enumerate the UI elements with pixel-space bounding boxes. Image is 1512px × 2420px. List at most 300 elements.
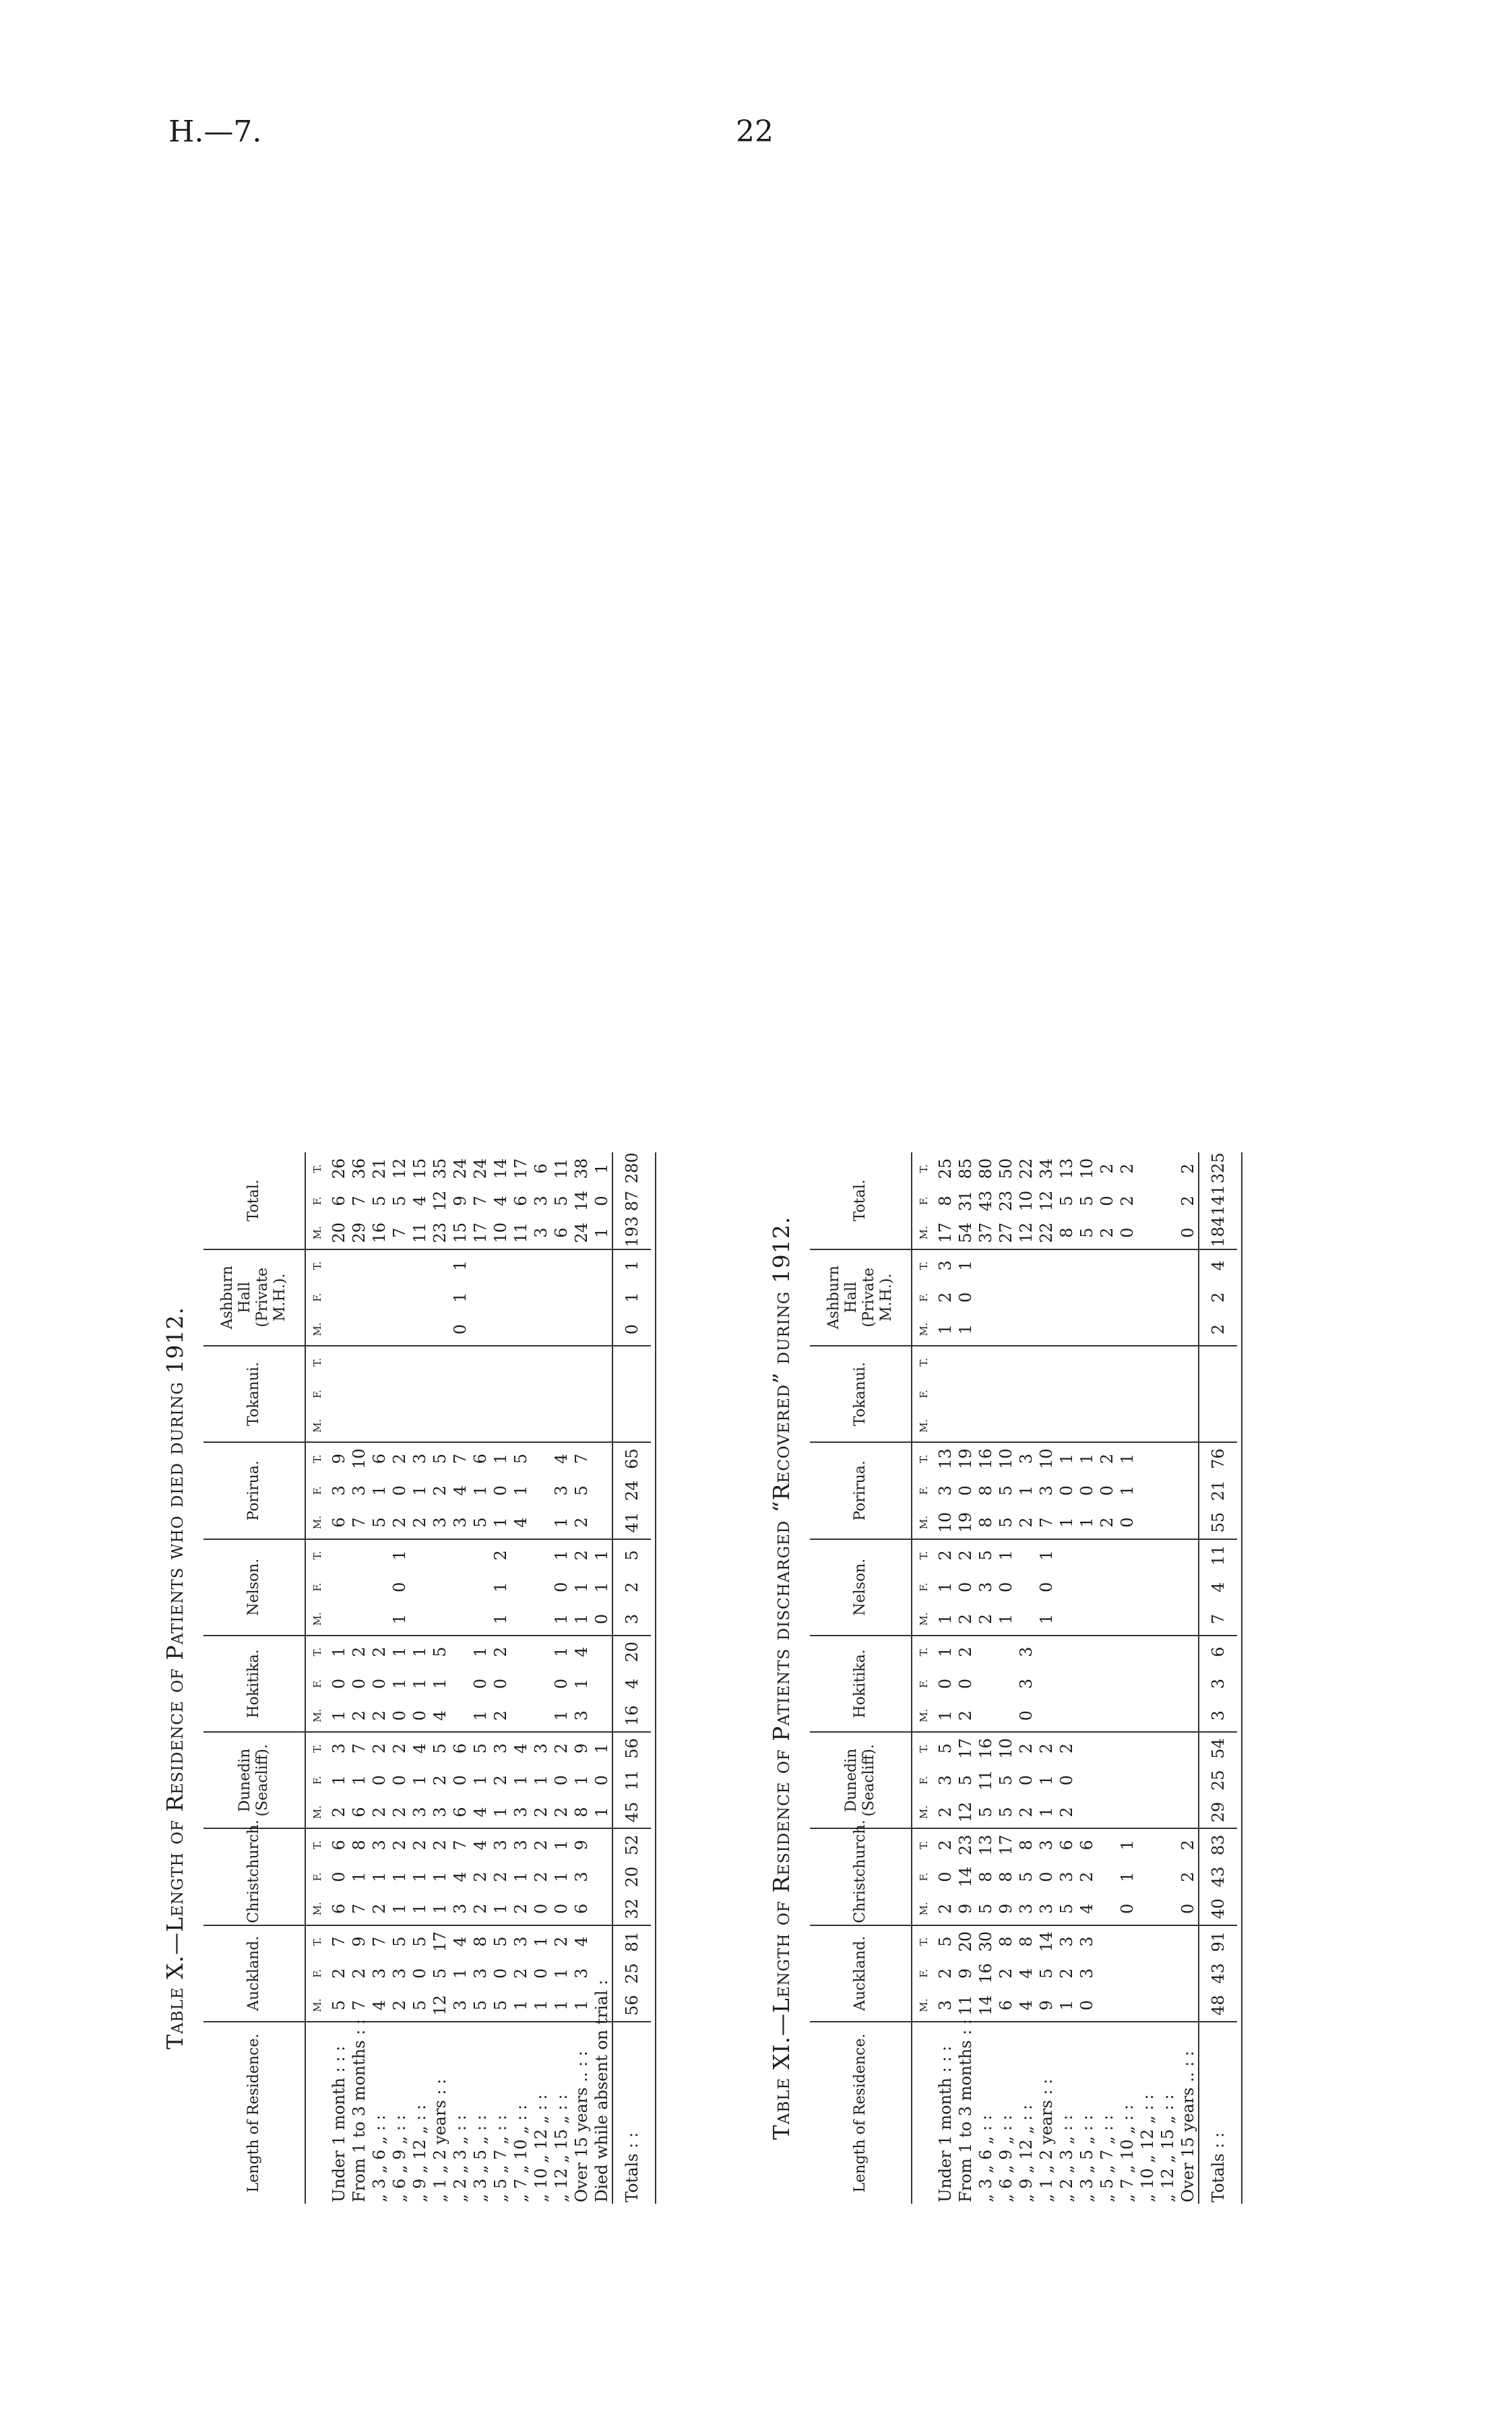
table-row bbox=[955, 1152, 976, 2204]
value-cell: 14 bbox=[572, 1190, 591, 1212]
value-cell: 17 bbox=[511, 1158, 530, 1179]
value-cell: 5 bbox=[997, 1775, 1015, 1786]
value-cell: 3 bbox=[976, 1582, 995, 1592]
row-label-text: „ 12 „ 15 „ bbox=[552, 2115, 571, 2202]
value-cell: 1 bbox=[1077, 1453, 1096, 1464]
value-cell: 2 bbox=[1098, 1453, 1116, 1464]
value-cell bbox=[996, 1346, 1016, 1378]
value-cell bbox=[1117, 1281, 1137, 1313]
value-cell bbox=[1097, 1925, 1117, 1958]
value-cell: 1 bbox=[471, 1485, 490, 1496]
value-cell bbox=[450, 1410, 470, 1442]
value-cell: 2 bbox=[936, 1968, 955, 1979]
value-cell: 2 bbox=[370, 1646, 389, 1657]
value-cell: 4 bbox=[511, 1743, 530, 1754]
mft-label: M. bbox=[305, 1313, 329, 1346]
value-cell bbox=[450, 1539, 470, 1572]
value-cell bbox=[1137, 1732, 1158, 1764]
mft-label: F. bbox=[918, 1776, 930, 1785]
value-cell: 3 bbox=[491, 1743, 510, 1754]
value-cell bbox=[996, 1668, 1016, 1700]
value-cell bbox=[511, 1700, 531, 1732]
value-cell: 25 bbox=[936, 1158, 955, 1179]
value-cell: 6 bbox=[329, 1507, 349, 1539]
value-cell: 3 bbox=[450, 1989, 470, 2022]
value-cell bbox=[369, 1313, 389, 1346]
value-cell bbox=[369, 1571, 389, 1603]
value-cell: 7 bbox=[572, 1453, 591, 1464]
value-cell: 1 bbox=[552, 1968, 571, 1979]
value-cell: 0 bbox=[350, 1678, 369, 1689]
value-cell bbox=[976, 1281, 996, 1313]
value-cell: 2 bbox=[1178, 1840, 1197, 1851]
value-cell: 6 bbox=[1057, 1840, 1076, 1851]
value-cell: 17 bbox=[956, 1738, 975, 1759]
value-cell: 1 bbox=[410, 1646, 429, 1657]
value-cell: 2 bbox=[1178, 1871, 1197, 1882]
value-cell: 2 bbox=[1017, 1743, 1036, 1754]
column-header-institution: Christchurch. bbox=[203, 1828, 305, 1925]
value-cell: 1 bbox=[1118, 1485, 1137, 1496]
value-cell bbox=[1016, 1378, 1036, 1410]
value-cell: 1 bbox=[390, 1550, 409, 1561]
value-cell bbox=[1057, 1249, 1077, 1282]
value-cell bbox=[1097, 1668, 1117, 1700]
value-cell: 15 bbox=[410, 1158, 429, 1179]
value-cell bbox=[1117, 1410, 1137, 1442]
column-header-institution: Total. bbox=[203, 1152, 305, 1249]
value-cell bbox=[1178, 1313, 1199, 1346]
value-cell: 2 bbox=[956, 1550, 975, 1561]
value-cell: 0 bbox=[451, 1775, 470, 1786]
row-label-text: From 1 to 3 months bbox=[350, 2040, 369, 2202]
value-cell: 1 bbox=[552, 1871, 571, 1882]
page-code: H.—7. bbox=[168, 115, 262, 149]
table-row bbox=[369, 1152, 389, 2204]
row-label-text: „ 2 „ 3 „ bbox=[1057, 2136, 1076, 2202]
value-cell bbox=[1057, 1571, 1077, 1603]
table-row bbox=[1016, 1152, 1036, 2204]
value-cell bbox=[1117, 1668, 1137, 1700]
table-row bbox=[511, 1152, 531, 2204]
value-cell: 1 bbox=[1017, 1485, 1036, 1496]
mft-label: F. bbox=[311, 1872, 323, 1882]
value-cell: 22 bbox=[1036, 1217, 1057, 1249]
value-cell: 76 bbox=[1199, 1442, 1237, 1475]
value-cell: 5 bbox=[431, 1453, 449, 1464]
row-label bbox=[612, 2022, 651, 2204]
value-cell bbox=[1137, 1249, 1158, 1282]
value-cell bbox=[551, 1410, 571, 1442]
value-cell bbox=[1057, 1539, 1077, 1572]
value-cell bbox=[329, 1410, 349, 1442]
value-cell bbox=[1097, 1700, 1117, 1732]
value-cell bbox=[612, 1378, 651, 1410]
row-label-text: „ 3 „ 5 „ bbox=[1077, 2136, 1096, 2202]
value-cell: 5 bbox=[996, 1797, 1016, 1829]
mft-label: T. bbox=[311, 1647, 323, 1656]
value-cell bbox=[511, 1668, 531, 1700]
value-cell: 0 bbox=[1037, 1871, 1056, 1882]
value-cell: 6 bbox=[996, 1989, 1016, 2022]
value-cell bbox=[410, 1571, 430, 1603]
value-cell: 0 bbox=[450, 1313, 470, 1346]
value-cell: 1 bbox=[592, 1797, 612, 1829]
value-cell bbox=[571, 1410, 592, 1442]
value-cell bbox=[1137, 1507, 1158, 1539]
value-cell: 5 bbox=[976, 1550, 995, 1561]
value-cell: 5 bbox=[410, 1989, 430, 2022]
row-label bbox=[1057, 2022, 1077, 2204]
value-cell bbox=[1097, 1410, 1117, 1442]
value-cell bbox=[1097, 1957, 1117, 1989]
value-cell bbox=[1036, 1636, 1057, 1668]
value-cell bbox=[1137, 1893, 1158, 1925]
table-row bbox=[976, 1152, 996, 2204]
value-cell bbox=[349, 1281, 369, 1313]
value-cell bbox=[1137, 1442, 1158, 1475]
column-header-institution: Nelson. bbox=[810, 1539, 912, 1636]
value-cell bbox=[976, 1378, 996, 1410]
row-label bbox=[349, 2019, 369, 2204]
value-cell bbox=[1137, 1764, 1158, 1797]
row-label bbox=[571, 2022, 592, 2204]
row-label-text: Under 1 month bbox=[329, 2077, 348, 2202]
table-row bbox=[571, 1152, 592, 2204]
value-cell: 0 bbox=[1117, 1893, 1137, 1925]
value-cell bbox=[531, 1313, 551, 1346]
value-cell: 6 bbox=[329, 1196, 348, 1206]
row-label bbox=[1097, 2022, 1117, 2204]
value-cell: 19 bbox=[956, 1448, 975, 1469]
value-cell bbox=[1137, 1281, 1158, 1313]
table-row bbox=[491, 1152, 511, 2204]
value-cell: 1 bbox=[996, 1603, 1016, 1636]
value-cell: 15 bbox=[450, 1217, 470, 1249]
value-cell: 2 bbox=[935, 1893, 955, 1925]
value-cell: 1 bbox=[592, 1550, 611, 1561]
row-label-text: „ 10 „ 12 „ bbox=[532, 2115, 550, 2202]
value-cell bbox=[1097, 1861, 1117, 1893]
value-cell bbox=[349, 1313, 369, 1346]
row-label-text: „ 6 „ 9 „ bbox=[997, 2136, 1015, 2202]
value-cell bbox=[450, 1668, 470, 1700]
value-cell: 11 bbox=[511, 1217, 531, 1249]
table-bottom-cell bbox=[1237, 1152, 1242, 2204]
mft-label: F. bbox=[311, 1390, 323, 1398]
value-cell: 17 bbox=[935, 1217, 955, 1249]
value-cell bbox=[592, 1668, 612, 1700]
value-cell: 20 bbox=[612, 1636, 651, 1668]
value-cell: 6 bbox=[450, 1797, 470, 1829]
row-label-dots: : : bbox=[532, 2094, 550, 2116]
value-cell: 1 bbox=[470, 1700, 491, 1732]
value-cell bbox=[470, 1539, 491, 1572]
value-cell bbox=[1016, 1249, 1036, 1282]
value-cell bbox=[592, 1346, 612, 1378]
value-cell bbox=[1178, 1346, 1199, 1378]
row-label-dots: : : : bbox=[329, 2045, 348, 2078]
value-cell: 5 bbox=[370, 1196, 389, 1206]
value-cell: 12 bbox=[431, 1190, 449, 1212]
mft-label: F. bbox=[918, 1679, 930, 1688]
value-cell bbox=[329, 1603, 349, 1636]
value-cell: 5 bbox=[369, 1507, 389, 1539]
value-cell bbox=[1016, 1603, 1036, 1636]
mft-label: T. bbox=[311, 1744, 323, 1753]
value-cell: 1 bbox=[592, 1217, 612, 1249]
value-cell: 2 bbox=[329, 1797, 349, 1829]
value-cell bbox=[1077, 1249, 1097, 1282]
value-cell: 0 bbox=[1178, 1217, 1199, 1249]
row-label bbox=[389, 2022, 410, 2204]
row-label-text: „ 6 „ 9 „ bbox=[390, 2136, 409, 2202]
value-cell bbox=[410, 1378, 430, 1410]
value-cell bbox=[531, 1571, 551, 1603]
value-cell: 1 bbox=[431, 1871, 449, 1882]
row-label bbox=[1158, 2022, 1178, 2204]
value-cell bbox=[349, 1539, 369, 1572]
mft-label: M. bbox=[305, 1797, 329, 1829]
value-cell: 1 bbox=[551, 1603, 571, 1636]
row-label-dots: : : bbox=[552, 2094, 571, 2116]
value-cell: 0 bbox=[1057, 1775, 1076, 1786]
value-cell bbox=[1036, 1346, 1057, 1378]
value-cell: 8 bbox=[976, 1507, 996, 1539]
value-cell: 2 bbox=[955, 1603, 976, 1636]
value-cell: 81 bbox=[612, 1925, 651, 1958]
value-cell: 5 bbox=[471, 1743, 490, 1754]
value-cell: 0 bbox=[329, 1871, 348, 1882]
value-cell bbox=[511, 1346, 531, 1378]
value-cell: 4 bbox=[491, 1196, 510, 1206]
value-cell: 20 bbox=[329, 1217, 349, 1249]
value-cell bbox=[329, 1378, 349, 1410]
value-cell: 2 bbox=[936, 1840, 955, 1851]
value-cell bbox=[1158, 1893, 1178, 1925]
value-cell: 3 bbox=[450, 1507, 470, 1539]
value-cell: 0 bbox=[1077, 1989, 1097, 2022]
value-cell: 0 bbox=[956, 1485, 975, 1496]
value-cell bbox=[551, 1378, 571, 1410]
value-cell: 0 bbox=[552, 1582, 571, 1592]
value-cell: 6 bbox=[329, 1840, 348, 1851]
value-cell: 23 bbox=[997, 1190, 1015, 1212]
value-cell bbox=[1158, 1217, 1178, 1249]
row-label-text: „ 5 „ 7 „ bbox=[1098, 2136, 1116, 2202]
value-cell bbox=[1077, 1281, 1097, 1313]
value-cell bbox=[551, 1281, 571, 1313]
value-cell: 0 bbox=[532, 1968, 550, 1979]
value-cell bbox=[1137, 1152, 1158, 1185]
value-cell: 1 bbox=[511, 1989, 531, 2022]
value-cell: 1 bbox=[329, 1775, 348, 1786]
value-cell bbox=[1158, 1957, 1178, 1989]
value-cell: 1 bbox=[491, 1582, 510, 1592]
value-cell bbox=[976, 1410, 996, 1442]
value-cell: 5 bbox=[996, 1507, 1016, 1539]
value-cell bbox=[389, 1249, 410, 1282]
value-cell bbox=[1077, 1346, 1097, 1378]
value-cell: 1 bbox=[572, 1678, 591, 1689]
row-label-text: „ 9 „ 12 „ bbox=[1017, 2126, 1036, 2202]
value-cell: 2 bbox=[431, 1775, 449, 1786]
value-cell bbox=[1117, 1249, 1137, 1282]
value-cell: 1 bbox=[551, 1989, 571, 2022]
value-cell: 1 bbox=[552, 1550, 571, 1561]
value-cell: 3 bbox=[511, 1797, 531, 1829]
value-cell: 10 bbox=[1077, 1158, 1096, 1179]
value-cell: 6 bbox=[349, 1797, 369, 1829]
value-cell bbox=[511, 1571, 531, 1603]
value-cell: 3 bbox=[1037, 1485, 1056, 1496]
mft-label: F. bbox=[311, 1293, 323, 1302]
value-cell: 2 bbox=[410, 1840, 429, 1851]
value-cell: 5 bbox=[410, 1936, 429, 1947]
value-cell: 0 bbox=[491, 1968, 510, 1979]
value-cell: 4 bbox=[430, 1700, 450, 1732]
value-cell bbox=[1178, 1442, 1199, 1475]
value-cell: 3 bbox=[936, 1485, 955, 1496]
value-cell: 7 bbox=[1036, 1507, 1057, 1539]
row-label bbox=[996, 2022, 1016, 2204]
value-cell: 8 bbox=[1057, 1217, 1077, 1249]
value-cell: 0 bbox=[370, 1678, 389, 1689]
value-cell bbox=[389, 1410, 410, 1442]
value-cell bbox=[1016, 1539, 1036, 1572]
value-cell: 32 bbox=[612, 1893, 651, 1925]
value-cell bbox=[1158, 1732, 1178, 1764]
value-cell bbox=[1137, 1539, 1158, 1572]
value-cell bbox=[1036, 1313, 1057, 1346]
value-cell bbox=[470, 1313, 491, 1346]
value-cell: 3 bbox=[1017, 1453, 1036, 1464]
value-cell bbox=[450, 1636, 470, 1668]
value-cell bbox=[1077, 1603, 1097, 1636]
table-x-body bbox=[305, 1152, 656, 2204]
table-x-caption-prefix: Table X. bbox=[162, 1954, 188, 2049]
value-cell: 1 bbox=[410, 1893, 430, 1925]
column-header-institution: Nelson. bbox=[203, 1539, 305, 1636]
value-cell: 0 bbox=[1117, 1217, 1137, 1249]
value-cell bbox=[976, 1636, 996, 1668]
value-cell: 2 bbox=[389, 1989, 410, 2022]
value-cell: 48 bbox=[1199, 1989, 1237, 2022]
table-row bbox=[1036, 1152, 1057, 2204]
value-cell: 1 bbox=[511, 1775, 530, 1786]
value-cell: 54 bbox=[955, 1217, 976, 1249]
value-cell bbox=[430, 1281, 450, 1313]
value-cell: 5 bbox=[431, 1646, 449, 1657]
value-cell bbox=[996, 1281, 1016, 1313]
value-cell: 11 bbox=[1199, 1539, 1237, 1572]
value-cell: 0 bbox=[997, 1582, 1015, 1592]
value-cell bbox=[1036, 1281, 1057, 1313]
value-cell bbox=[470, 1410, 491, 1442]
value-cell: 6 bbox=[1077, 1840, 1096, 1851]
value-cell: 43 bbox=[976, 1190, 995, 1212]
mft-label: F. bbox=[918, 1293, 930, 1302]
value-cell: 7 bbox=[350, 1743, 369, 1754]
value-cell: 9 bbox=[955, 1893, 976, 1925]
value-cell bbox=[1178, 1797, 1199, 1829]
value-cell: 1 bbox=[491, 1453, 510, 1464]
value-cell: 2 bbox=[1037, 1743, 1056, 1754]
value-cell bbox=[592, 1313, 612, 1346]
value-cell bbox=[369, 1378, 389, 1410]
value-cell bbox=[329, 1281, 349, 1313]
value-cell bbox=[1158, 1539, 1178, 1572]
value-cell bbox=[592, 1828, 612, 1861]
value-cell: 3 bbox=[1057, 1871, 1076, 1882]
value-cell bbox=[1137, 1989, 1158, 2022]
value-cell bbox=[1057, 1378, 1077, 1410]
row-label-text: „ 1 „ 2 years bbox=[431, 2100, 449, 2202]
value-cell: 5 bbox=[976, 1893, 996, 1925]
row-label-text: Died while absent on trial bbox=[592, 1990, 611, 2202]
row-label-dots: : : bbox=[1057, 2115, 1076, 2136]
value-cell: 3 bbox=[329, 1485, 348, 1496]
row-label-dots: : : bbox=[1158, 2094, 1177, 2116]
table-row bbox=[996, 1152, 1016, 2204]
value-cell bbox=[1178, 1410, 1199, 1442]
value-cell: 7 bbox=[370, 1936, 389, 1947]
value-cell bbox=[935, 1346, 955, 1378]
value-cell: 4 bbox=[369, 1989, 389, 2022]
value-cell bbox=[571, 1378, 592, 1410]
value-cell: 1 bbox=[390, 1646, 409, 1657]
value-cell: 325 bbox=[1199, 1152, 1237, 1185]
value-cell: 1 bbox=[551, 1700, 571, 1732]
value-cell bbox=[531, 1346, 551, 1378]
value-cell: 24 bbox=[451, 1158, 470, 1179]
value-cell: 3 bbox=[471, 1968, 490, 1979]
value-cell: 2 bbox=[390, 1743, 409, 1754]
row-label-text: Totals bbox=[623, 2153, 641, 2202]
mft-label: T. bbox=[311, 1261, 323, 1270]
row-label-dots: : : bbox=[511, 2104, 530, 2126]
value-cell: 12 bbox=[955, 1797, 976, 1829]
value-cell bbox=[1057, 1346, 1077, 1378]
value-cell bbox=[349, 1378, 369, 1410]
value-cell: 5 bbox=[1077, 1217, 1097, 1249]
value-cell bbox=[389, 1281, 410, 1313]
value-cell bbox=[430, 1571, 450, 1603]
value-cell: 2 bbox=[491, 1775, 510, 1786]
value-cell bbox=[430, 1249, 450, 1282]
value-cell bbox=[430, 1313, 450, 1346]
value-cell: 6 bbox=[551, 1217, 571, 1249]
value-cell: 1 bbox=[410, 1678, 429, 1689]
mft-label: M. bbox=[305, 1700, 329, 1732]
value-cell bbox=[1097, 1732, 1117, 1764]
value-cell: 23 bbox=[430, 1217, 450, 1249]
value-cell: 1 bbox=[1036, 1797, 1057, 1829]
value-cell bbox=[410, 1281, 430, 1313]
mft-label: F. bbox=[311, 1968, 323, 1978]
value-cell: 19 bbox=[955, 1507, 976, 1539]
value-cell bbox=[592, 1507, 612, 1539]
value-cell: 3 bbox=[1016, 1893, 1036, 1925]
value-cell: 4 bbox=[1199, 1571, 1237, 1603]
value-cell: 3 bbox=[532, 1743, 550, 1754]
value-cell: 4 bbox=[410, 1743, 429, 1754]
value-cell: 5 bbox=[1037, 1968, 1056, 1979]
value-cell bbox=[1137, 1346, 1158, 1378]
value-cell: 5 bbox=[1057, 1196, 1076, 1206]
table-row bbox=[531, 1152, 551, 2204]
mft-label: M. bbox=[912, 1989, 935, 2022]
